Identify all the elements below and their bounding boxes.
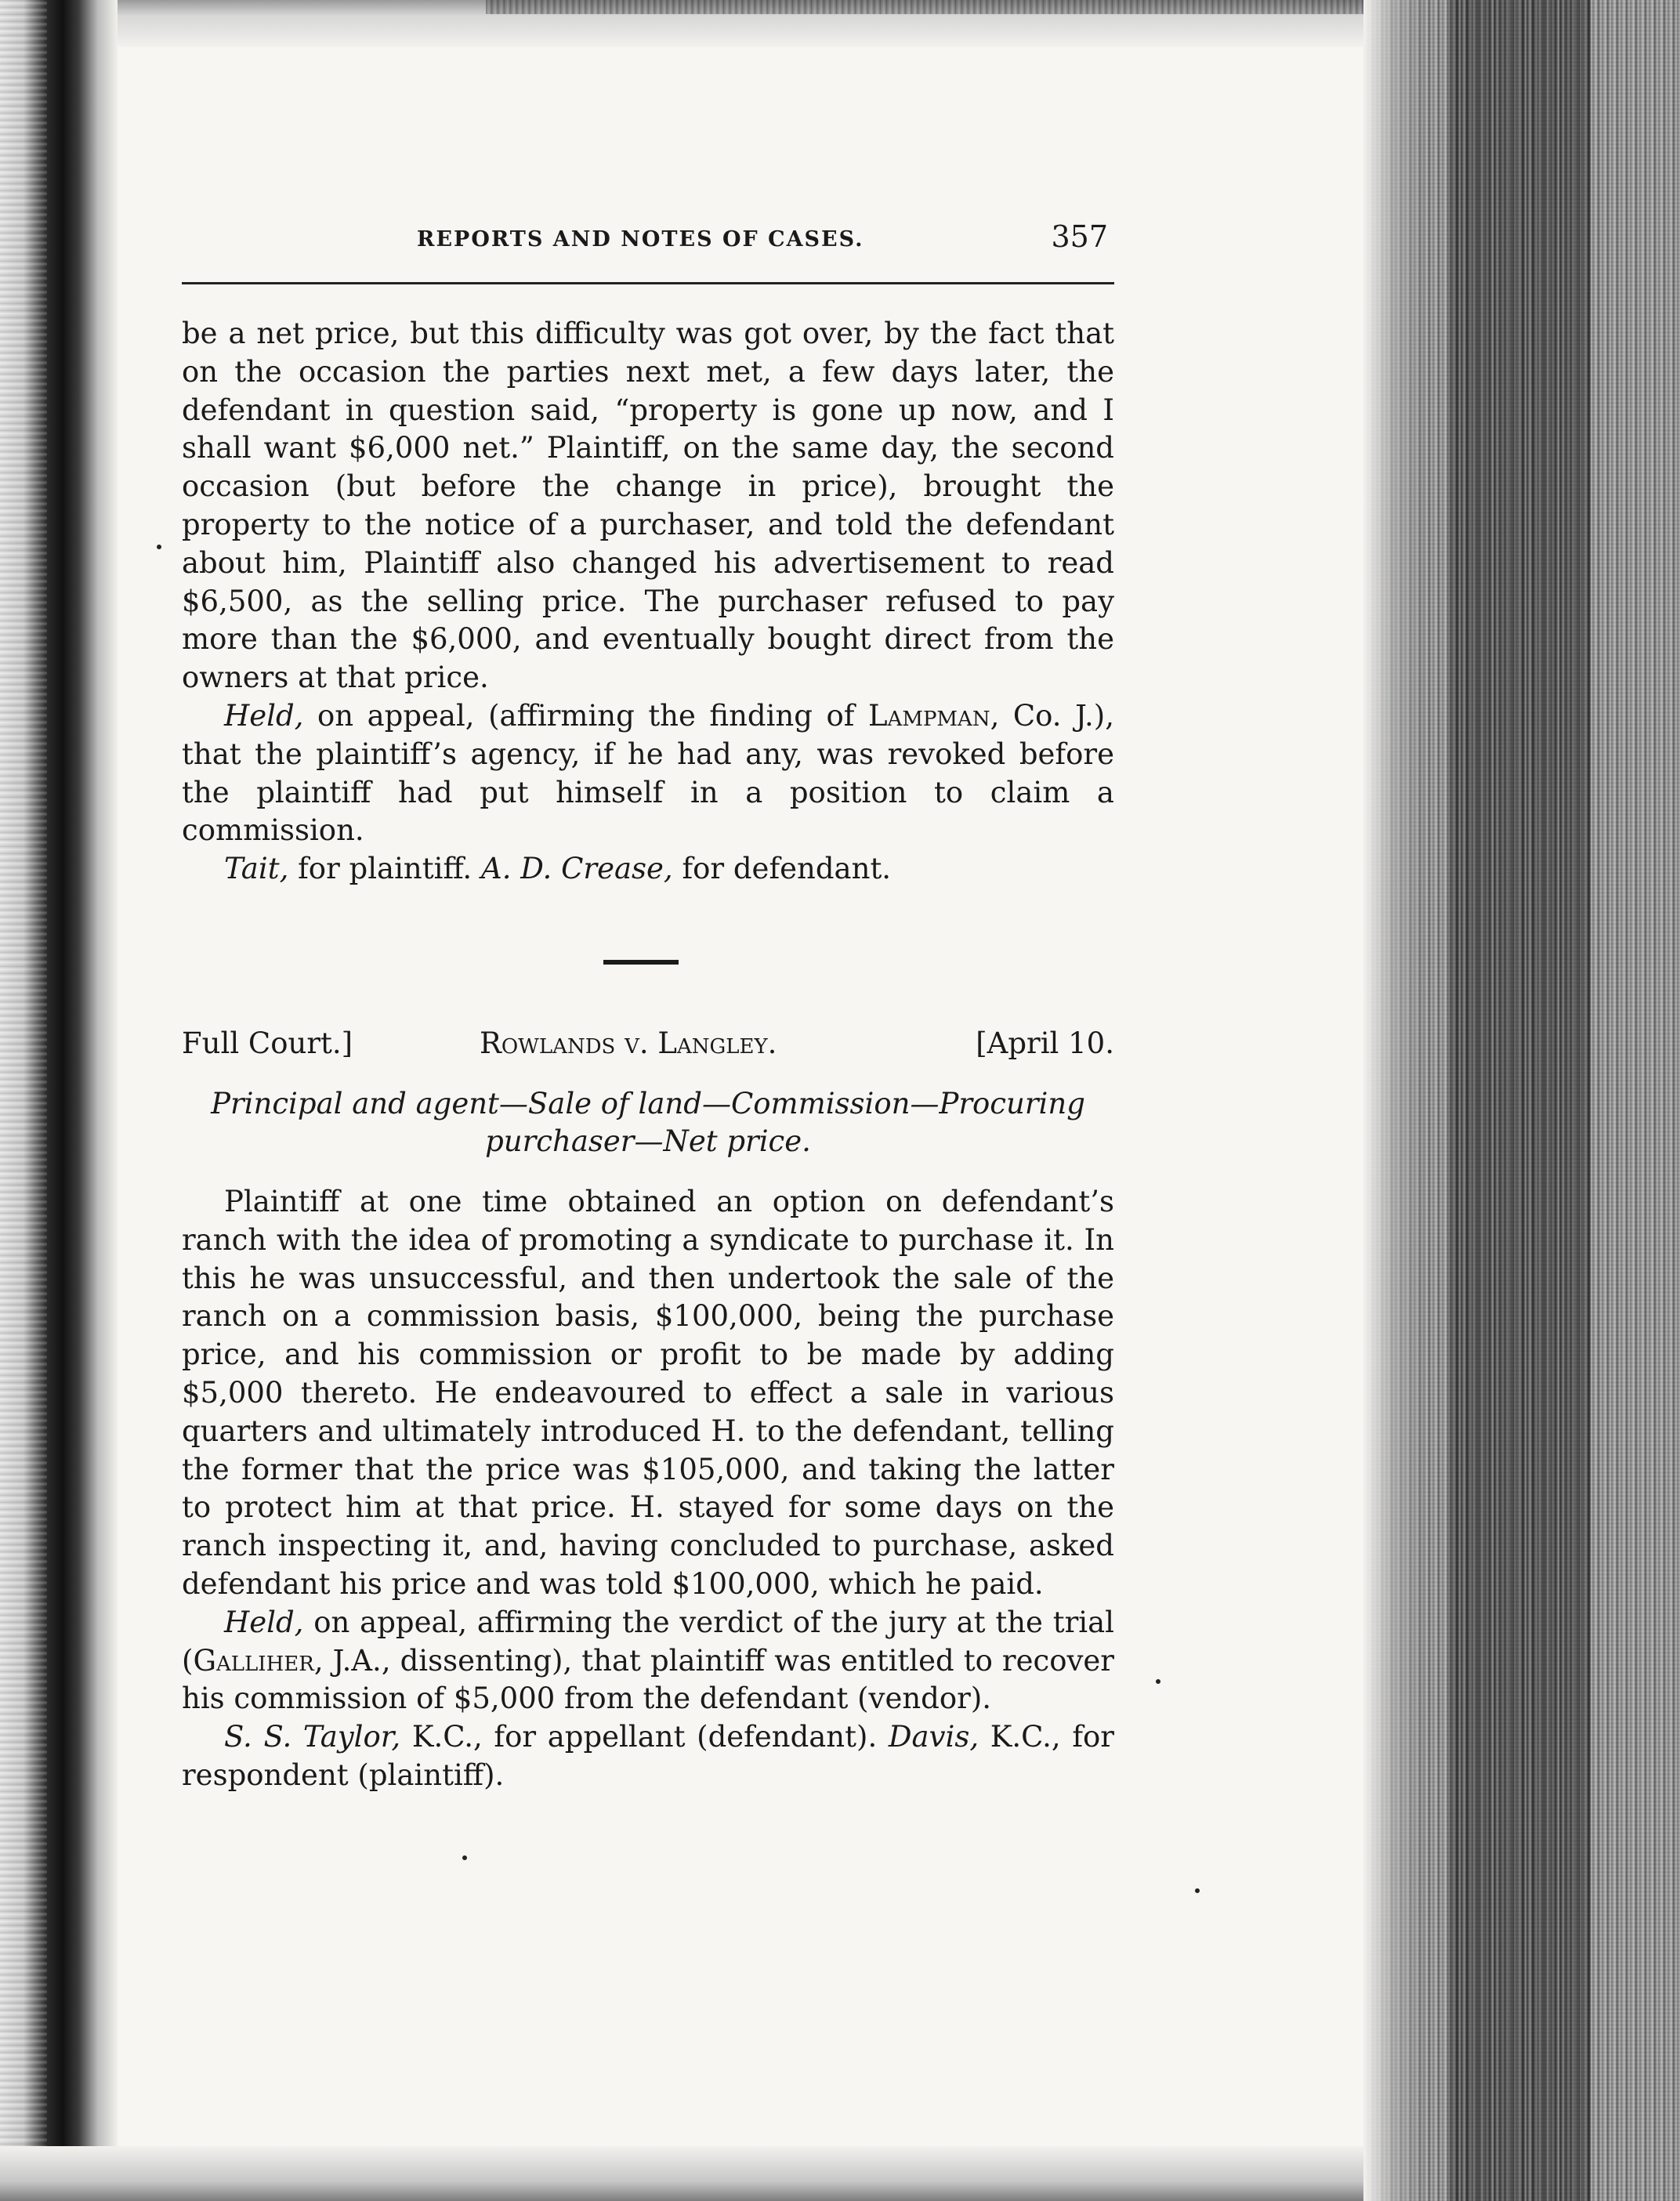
scan-speck [1156, 1679, 1160, 1684]
case-headnote: Principal and agent—Sale of land—Commission—Procuring purchaser—Net price. [211, 1087, 1085, 1158]
counsel-respondent-role: K.C., for respondent (plaintiff). [182, 1720, 1114, 1792]
held-text-b: , Co. J.), that the plaintiff’s agency, if he had any, was revoked before the plaintiff had put himself in a position to claim a commission. [182, 698, 1114, 848]
running-title: REPORTS AND NOTES OF CASES. [417, 227, 864, 252]
counsel-respondent-name: Davis, [888, 1720, 979, 1754]
counsel-plaintiff-name: Tait, [224, 852, 289, 886]
scan-speck [157, 545, 161, 549]
held-text-a: on appeal, affirming the verdict of the jury at the trial ( [182, 1605, 1114, 1678]
held-label: Held, [224, 698, 304, 733]
second-case-text [182, 1183, 1114, 1795]
second-case-paragraph: Plaintiff at one time obtained an option on defendant’s ranch with the idea of promoting a syndicate to purchase it. In this he was unsuccessful, and then undertook the sale of the ranch on a commission basis, $100,000, being the purchase price, and his commission or profit to be made by adding $5,000 thereto. He endeavoured to effect a sale in various quarters and ultimately introduced H. to the defendant, telling the former that the price was $105,000, and taking the latter to protect him at that price. H. stayed for some days on the ranch inspecting it, and, having concluded to purchase, asked defendant his price and was told $100,000, which he paid. [182, 1185, 1114, 1601]
case-heading [182, 1026, 1114, 1066]
second-case-counsel [182, 1718, 1114, 1795]
first-case-paragraph: be a net price, but this difficulty was got over, by the fact that on the occasion the parties next met, a few days later, the defendant in question said, “property is gone up now, and I shall want $6,000 net.” Plaintiff, on the same day, the second occasion (but before the change in price), brought the property to the notice of a purchaser, and told the defendant about him, Plaintiff also changed his advertisement to read $6,500, as the selling price. The purchaser refused to pay more than the $6,000, and eventually bought direct from the owners at that price. [182, 317, 1114, 695]
counsel-plaintiff-role: for plaintiff. [288, 852, 481, 886]
case-date: [April 10. [976, 1026, 1114, 1060]
held-text-b: , J.A., dissenting), that plaintiff was entitled to recover his commission of $5,000 from the defendant (vendor). [182, 1643, 1114, 1716]
bottom-scan-edge [0, 2146, 1426, 2201]
second-case-held [182, 1604, 1114, 1718]
counsel-appellant-role: K.C., for appellant (defendant). [400, 1720, 889, 1754]
scan-speck [1195, 1888, 1200, 1893]
held-text-a: on appeal, (affirming the finding of [303, 698, 868, 733]
right-binding-shadow [1450, 0, 1591, 2201]
first-case-held [182, 697, 1114, 850]
running-head [182, 219, 1114, 284]
right-gutter-fade [1363, 0, 1426, 2201]
page-number: 357 [1051, 219, 1108, 254]
held-label: Held, [224, 1605, 304, 1639]
counsel-defendant-name: A. D. Crease, [480, 852, 673, 886]
dissent-judge-name: Galliher [193, 1643, 314, 1678]
counsel-defendant-role: for defendant. [672, 852, 892, 886]
counsel-appellant-name: S. S. Taylor, [224, 1720, 401, 1754]
top-scan-shadow [486, 0, 1426, 14]
scan-speck [462, 1855, 467, 1860]
case-name: Rowlands v. Langley. [480, 1026, 777, 1060]
judge-name: Lampman [867, 698, 990, 733]
case-court: Full Court.] [182, 1026, 353, 1060]
first-case-counsel [182, 850, 1114, 889]
left-scan-noise [0, 0, 47, 2201]
first-case-text [182, 315, 1114, 889]
case-divider [603, 960, 679, 965]
